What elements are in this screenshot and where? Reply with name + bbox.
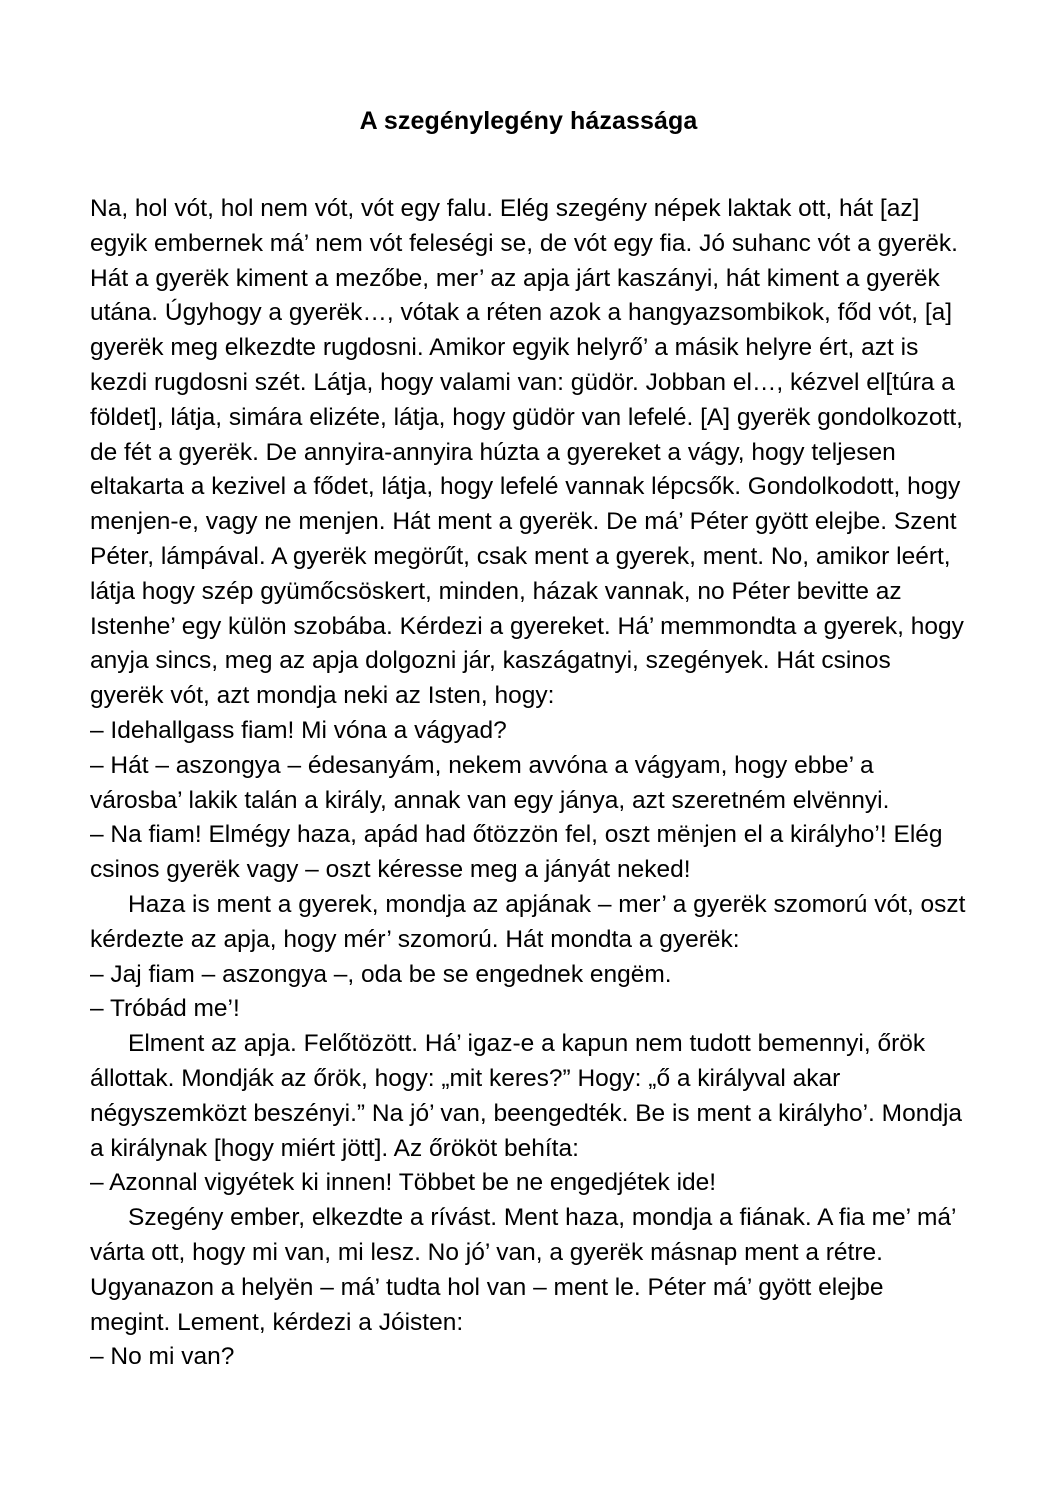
dialogue-line-hat-aszongya: – Hát – aszongya – édesanyám, nekem avvóna a vágyam, hogy ebbe’ a városba’ lakik talán a király, annak van egy jánya, azt szeretném elvënnyi. [90,751,890,814]
paragraph-opening: Na, hol vót, hol nem vót, vót egy falu. Elég szegény népek laktak ott, hát [az] egyik embernek má’ nem vót feleségi se, de vót egy fia. Jó suhanc vót a gyerëk. Hát a gyerëk kiment a mezőbe, mer’ az apja járt kaszányi, hát kiment a gyerëk utána. Úgyhogy a gyerëk…, vótak a réten azok a hangyazsombikok, főd vót, [a] gyerëk meg elkezdte rugdosni. Amikor egyik helyrő’ a másik helyre ért, azt is kezdi rugdosni szét. Látja, hogy valami van: güdör. Jobban el…, kézvel el[túra a földet], látja, simára elizéte, látja, hogy güdör van lefelé. [A] gyerëk gondolkozott, de fét a gyerëk. De annyira-annyira húzta a gyereket a vágy, hogy teljesen eltakarta a kezivel a fődet, látja, hogy lefelé vannak lépcsők. Gondolkodott, hogy menjen-e, vagy ne menjen. Hát ment a gyerëk. De má’ Péter gyött elejbe. Szent Péter, lámpával. A gyerëk megörűt, csak ment a gyerek, ment. No, amikor leért, látja hogy szép gyümőcsöskert, minden, házak vannak, no Péter bevitte az Istenhe’ egy külön szobába. Kérdezi a gyereket. Há’ memmondta a gyerek, hogy anyja sincs, meg az apja dolgozni jár, kaszágatnyi, szegények. Hát csinos gyerëk vót, azt mondja neki az Isten, hogy: [90,195,964,710]
dialogue-line-jaj-fiam: – Jaj fiam – aszongya –, oda be se engednek engëm. [90,960,672,988]
paragraph-elment-az-apja: Elment az apja. Felőtözött. Há’ igaz-e a kapun nem tudott bemennyi, őrök állottak. Mondják az őrök, hogy: „mit keres?” Hogy: „ő a királyval akar négyszemközt beszényi.” Na jó’ van, beengedték. Be is ment a királyho’. Mondja a királynak [hogy miért jött]. Az őrököt behíta: [90,1030,963,1162]
paragraph-haza-is-ment: Haza is ment a gyerek, mondja az apjának – mer’ a gyerëk szomorú vót, oszt kérdezte az apja, hogy mér’ szomorú. Hát mondta a gyerëk: [90,890,966,953]
page-title: A szegénylegény házassága [359,106,698,135]
paragraph-szegeny-ember: Szegény ember, elkezdte a rívást. Ment haza, mondja a fiának. A fia me’ má’ várta ott, hogy mi van, mi lesz. No jó’ van, a gyerëk másnap ment a rétre. Ugyanazon a helyën – má’ tudta hol van – ment le. Péter má’ gyött elejbe megint. Lement, kérdezi a Jóisten: [90,1204,956,1336]
dialogue-line-trobad: – Tróbád me’! [90,995,240,1023]
dialogue-line-idehallgass: – Idehallgass fiam! Mi vóna a vágyad? [90,716,507,744]
dialogue-line-azonnal-vigyetek: – Azonnal vigyétek ki innen! Többet be ne engedjétek ide! [90,1169,717,1197]
dialogue-line-no-mi-van: – No mi van? [90,1343,235,1371]
dialogue-line-na-fiam: – Na fiam! Elmégy haza, apád had őtözzön fel, oszt mënjen el a királyho’! Elég csinos gyerëk vagy – oszt kéresse meg a jányát neked! [90,821,943,884]
document-body [90,192,967,1375]
